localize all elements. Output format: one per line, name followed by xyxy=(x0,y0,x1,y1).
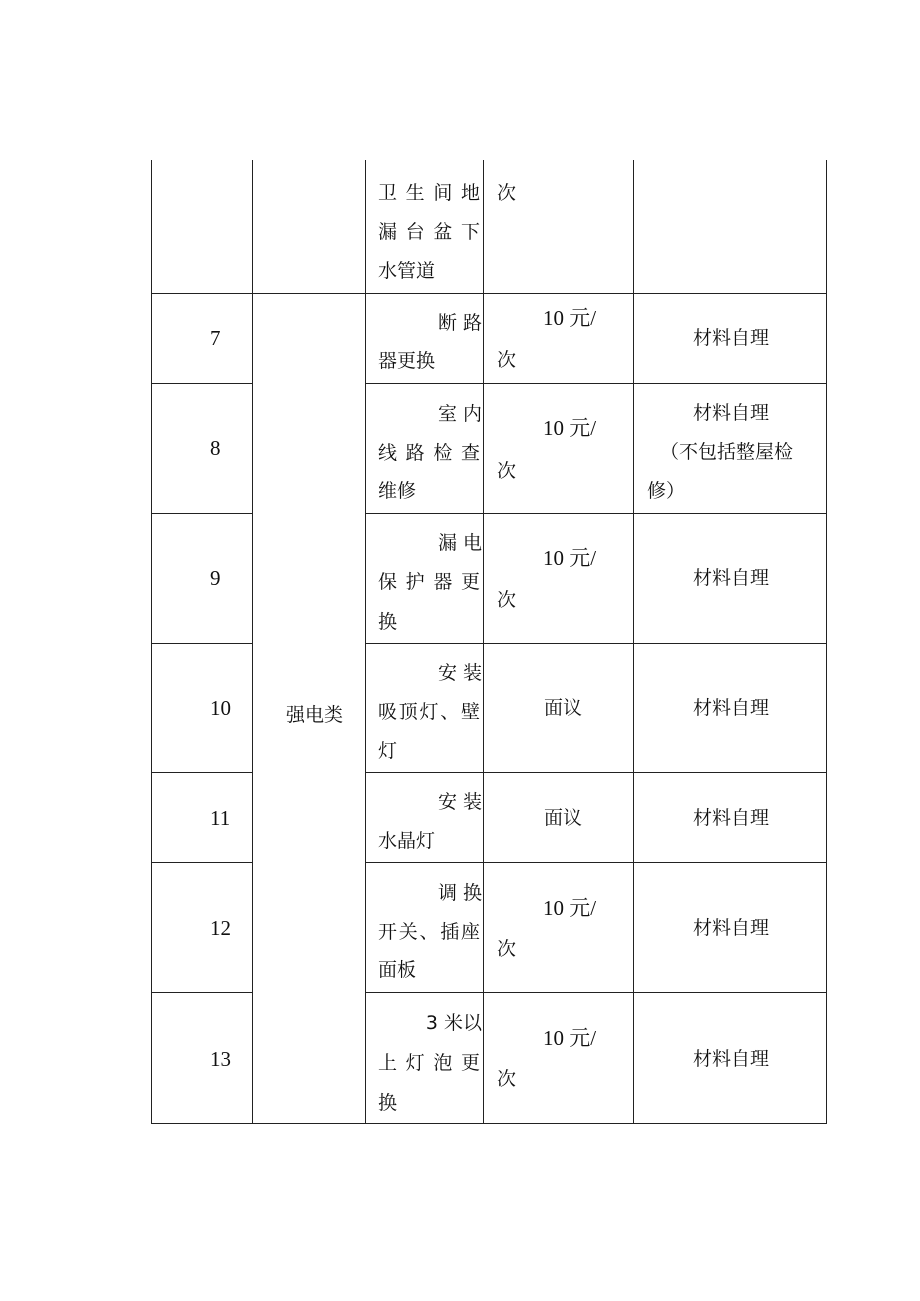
note-cell-line: 修） xyxy=(647,480,686,502)
item-cell-line: 保 护 器 更 xyxy=(378,571,480,593)
table-col-divider xyxy=(252,160,253,1124)
item-cell-line: 维修 xyxy=(378,480,417,502)
row-number: 11 xyxy=(210,806,231,830)
item-cell-line: 换 xyxy=(378,611,398,633)
item-cell-line: 3 米以 xyxy=(425,1012,482,1034)
table-row-divider xyxy=(365,643,827,644)
category-cell: 强电类 xyxy=(286,704,344,726)
table-row-divider xyxy=(365,513,827,514)
price-cell-line: 次 xyxy=(497,182,517,204)
row-number: 13 xyxy=(210,1047,231,1071)
table-col-divider xyxy=(483,160,484,1124)
note-cell-line: 材料自理 xyxy=(693,567,770,589)
item-cell-line: 线 路 检 查 xyxy=(378,442,480,464)
item-cell-line: 调 换 xyxy=(437,882,482,904)
table-row-divider xyxy=(151,383,253,384)
note-cell-line: 材料自理 xyxy=(693,697,770,719)
item-cell-line: 面板 xyxy=(378,959,417,981)
price-cell-line: 次 xyxy=(497,1068,517,1090)
price-cell-line: 次 xyxy=(497,589,517,611)
table-row-divider xyxy=(151,513,253,514)
table-border-bottom xyxy=(151,1123,827,1124)
price-cell-line: 次 xyxy=(497,460,517,482)
price-cell-line: 次 xyxy=(497,349,517,371)
table-row-divider xyxy=(151,643,253,644)
item-cell-line: 吸顶灯、壁 xyxy=(378,701,480,723)
table-col-divider xyxy=(633,160,634,1124)
price-cell-line: 10 元/ xyxy=(543,306,597,330)
item-cell-line: 灯 xyxy=(378,740,398,762)
row-number: 9 xyxy=(210,566,221,590)
note-cell-line: 材料自理 xyxy=(693,917,770,939)
note-cell-line: 材料自理 xyxy=(693,807,770,829)
item-cell-line: 漏 电 xyxy=(437,532,482,554)
note-cell-line: （不包括整屋检 xyxy=(660,441,794,463)
row-number: 8 xyxy=(210,436,221,460)
note-cell-line: 材料自理 xyxy=(693,327,770,349)
item-cell-line: 断 路 xyxy=(437,312,482,334)
item-cell-line: 开关、插座 xyxy=(378,921,480,943)
price-cell-line: 10 元/ xyxy=(543,1026,597,1050)
table-border-right xyxy=(826,160,827,1124)
item-cell-line: 安 装 xyxy=(437,662,482,684)
item-cell-line: 器更换 xyxy=(378,350,436,372)
table-col-divider xyxy=(365,160,366,1124)
table-row-divider xyxy=(151,772,253,773)
price-cell: 面议 xyxy=(544,807,583,829)
item-cell-line: 水晶灯 xyxy=(378,830,436,852)
table-row-divider xyxy=(365,383,827,384)
note-cell-line: 材料自理 xyxy=(693,1048,770,1070)
item-cell-line: 卫 生 间 地 xyxy=(378,182,480,204)
table-row-divider xyxy=(365,992,827,993)
price-cell-line: 次 xyxy=(497,938,517,960)
table-row-divider xyxy=(365,862,827,863)
price-cell-line: 10 元/ xyxy=(543,896,597,920)
item-cell-line: 安 装 xyxy=(437,791,482,813)
item-cell-line: 室 内 xyxy=(437,403,482,425)
table-border-left xyxy=(151,294,152,1124)
price-cell-line: 10 元/ xyxy=(543,416,597,440)
item-cell-line: 水管道 xyxy=(378,260,436,282)
price-cell: 面议 xyxy=(544,697,583,719)
price-cell-line: 10 元/ xyxy=(543,546,597,570)
table-row-divider xyxy=(151,293,827,294)
row-number: 12 xyxy=(210,916,231,940)
item-cell-line: 上 灯 泡 更 xyxy=(378,1052,480,1074)
table-col-divider xyxy=(151,160,152,294)
table-row-divider xyxy=(151,862,253,863)
row-number: 10 xyxy=(210,696,231,720)
table-row-divider xyxy=(365,772,827,773)
row-number: 7 xyxy=(210,326,221,350)
item-cell-line: 漏 台 盆 下 xyxy=(378,221,480,243)
table-row-divider xyxy=(151,992,253,993)
item-cell-line: 换 xyxy=(378,1092,398,1114)
note-cell-line: 材料自理 xyxy=(693,402,770,424)
